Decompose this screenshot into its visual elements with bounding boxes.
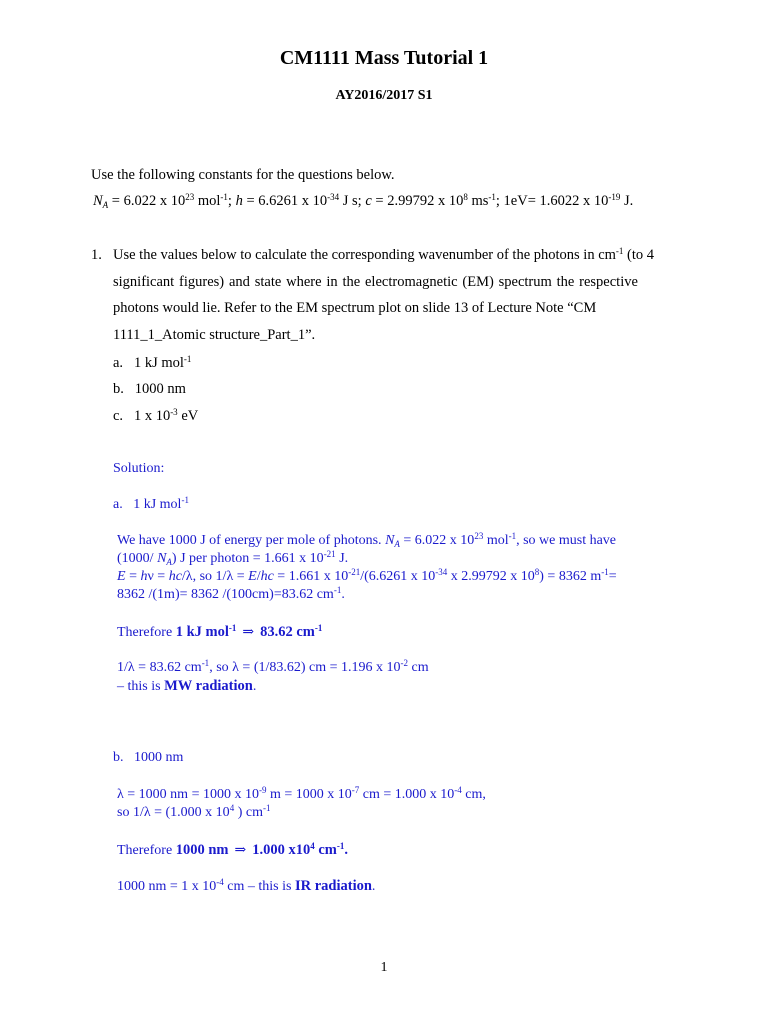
text: cm – this is bbox=[223, 879, 295, 894]
solution-b-label: b. bbox=[113, 750, 124, 765]
h-unit: J s; bbox=[339, 193, 366, 209]
exponent: -1 bbox=[228, 623, 237, 633]
text: cm = 1.000 x 10 bbox=[359, 787, 455, 802]
bold-value: 1.000 x10 bbox=[252, 842, 311, 858]
item-exponent: -1 bbox=[183, 354, 192, 364]
question-item-a bbox=[113, 355, 191, 372]
text: ν = bbox=[147, 569, 169, 584]
text: cm, bbox=[461, 787, 486, 802]
text: 1/λ = 83.62 cm bbox=[117, 660, 202, 675]
exponent: -21 bbox=[323, 549, 336, 559]
text: . bbox=[252, 679, 257, 694]
na-symbol: N bbox=[157, 551, 167, 566]
bold-value: 83.62 cm bbox=[260, 624, 315, 640]
c-unit-exponent: -1 bbox=[488, 192, 496, 202]
question-line-1-tail: (to 4 bbox=[623, 247, 655, 263]
exponent: 4 bbox=[310, 841, 315, 851]
na-symbol: N bbox=[385, 533, 395, 548]
h-value: = 6.6261 x 10 bbox=[242, 193, 328, 209]
text: = bbox=[608, 569, 617, 584]
bold-unit: cm bbox=[314, 842, 337, 858]
solution-a-line-2 bbox=[117, 551, 348, 567]
text: = 1.661 x 10 bbox=[273, 569, 349, 584]
na-unit-exponent: -1 bbox=[220, 192, 228, 202]
question-number: 1. bbox=[91, 247, 102, 263]
solution-b-line-2 bbox=[117, 805, 270, 821]
text: cm bbox=[408, 660, 429, 675]
na-unit: mol bbox=[194, 193, 221, 209]
radiation-type: IR radiation bbox=[294, 878, 372, 894]
text: /λ, so 1/λ = bbox=[181, 569, 249, 584]
exponent: -4 bbox=[454, 785, 462, 795]
energy-symbol: E bbox=[248, 569, 257, 584]
text: 8362 /(1m)= 8362 /(100cm)=83.62 cm bbox=[117, 587, 334, 602]
question-line-4: 1111_1_Atomic structure_Part_1”. bbox=[113, 327, 316, 343]
question-line-3: photons would lie. Refer to the EM spectrum plot on slide 13 of Lecture Note “CM bbox=[113, 300, 597, 316]
solution-a-radiation bbox=[117, 678, 256, 695]
solution-b-line-1 bbox=[117, 787, 486, 803]
question-line-1-exponent: -1 bbox=[615, 246, 624, 256]
solution-a-wavelength bbox=[117, 660, 429, 676]
radiation-type: MW radiation bbox=[164, 678, 253, 694]
question-line-2: significant figures) and state where in the electromagnetic (EM) spectrum the respective bbox=[113, 274, 638, 290]
item-text: 1 x 10 bbox=[133, 408, 171, 424]
text: , so λ = (1/83.62) cm = 1.196 x 10 bbox=[209, 660, 401, 675]
text: . bbox=[341, 587, 345, 602]
ev-unit: J. bbox=[620, 193, 634, 209]
text: . bbox=[371, 879, 376, 894]
solution-heading: Solution: bbox=[113, 461, 165, 476]
solution-b-radiation bbox=[117, 878, 375, 895]
c-unit: ms bbox=[467, 193, 489, 209]
ev-value: ; 1eV= 1.6022 x 10 bbox=[495, 193, 609, 209]
solution-a-therefore bbox=[117, 624, 322, 641]
exponent: 23 bbox=[474, 531, 484, 541]
text: λ = 1000 nm = 1000 x 10 bbox=[117, 787, 259, 802]
solution-a-line-3 bbox=[117, 569, 617, 585]
page-number: 1 bbox=[380, 960, 388, 975]
solution-a-head: 1 kJ mol bbox=[133, 497, 182, 512]
implies-arrow-icon: ⇒ bbox=[234, 843, 247, 858]
exponent: -1 bbox=[508, 531, 517, 541]
text: = 6.022 x 10 bbox=[399, 533, 475, 548]
text: mol bbox=[483, 533, 509, 548]
solution-a-head-exponent: -1 bbox=[181, 495, 189, 505]
bold-value: 1 kJ mol bbox=[175, 624, 229, 640]
text: ) cm bbox=[234, 805, 263, 820]
question-line-1 bbox=[113, 247, 654, 264]
text: J. bbox=[335, 551, 349, 566]
text: x 2.99792 x 10 bbox=[447, 569, 535, 584]
bold-period: . bbox=[344, 842, 348, 858]
question-item-b bbox=[113, 381, 186, 398]
na-subscript: A bbox=[394, 539, 400, 549]
text: 1000 nm = 1 x 10 bbox=[117, 879, 217, 894]
item-exponent: -3 bbox=[170, 407, 178, 417]
page-subtitle: AY2016/2017 S1 bbox=[335, 88, 433, 103]
text: so 1/λ = (1.000 x 10 bbox=[117, 805, 230, 820]
exponent: 8 bbox=[534, 567, 540, 577]
solution-b-head: 1000 nm bbox=[134, 750, 184, 765]
solution-b-heading bbox=[113, 750, 183, 766]
implies-arrow-icon: ⇒ bbox=[242, 625, 255, 640]
exponent: -34 bbox=[435, 567, 448, 577]
c-exponent: 8 bbox=[463, 192, 468, 202]
text: / bbox=[256, 569, 261, 584]
item-label: b. bbox=[113, 381, 124, 397]
question-line-1-text: Use the values below to calculate the corresponding wavenumber of the photons in cm bbox=[113, 247, 616, 263]
hc-symbol: hc bbox=[260, 569, 274, 584]
exponent: -2 bbox=[400, 658, 409, 668]
na-value: = 6.022 x 10 bbox=[108, 193, 186, 209]
text: ) J per photon = 1.661 x 10 bbox=[171, 551, 324, 566]
exponent: -1 bbox=[333, 585, 342, 595]
text: /(6.6261 x 10 bbox=[360, 569, 436, 584]
energy-symbol: E bbox=[117, 569, 126, 584]
text: = bbox=[125, 569, 141, 584]
question-item-c bbox=[113, 408, 198, 425]
text: m = 1000 x 10 bbox=[266, 787, 352, 802]
exponent: -1 bbox=[601, 567, 609, 577]
solution-a-label: a. bbox=[113, 497, 123, 512]
h-exponent: -34 bbox=[327, 192, 340, 202]
item-unit: eV bbox=[177, 408, 199, 424]
exponent: -1 bbox=[262, 803, 271, 813]
text: We have 1000 J of energy per mole of photons. bbox=[117, 533, 386, 548]
constants-line bbox=[93, 193, 633, 210]
exponent: -4 bbox=[216, 877, 224, 887]
na-symbol: N bbox=[93, 193, 103, 209]
exponent: -1 bbox=[314, 623, 323, 633]
solution-b-therefore bbox=[117, 842, 348, 859]
c-symbol: c bbox=[365, 193, 372, 209]
exponent: -1 bbox=[336, 841, 345, 851]
text: – this is bbox=[117, 679, 165, 694]
item-text: 1000 nm bbox=[134, 381, 186, 397]
item-text: 1 kJ mol bbox=[133, 355, 184, 371]
na-subscript: A bbox=[102, 200, 109, 210]
text: Therefore bbox=[117, 625, 176, 640]
exponent: -1 bbox=[201, 658, 210, 668]
na-exponent: 23 bbox=[185, 192, 195, 202]
text: ) = 8362 m bbox=[539, 569, 602, 584]
exponent: -9 bbox=[258, 785, 267, 795]
item-label: c. bbox=[113, 408, 124, 424]
text: , so we must have bbox=[516, 533, 617, 548]
text: Therefore bbox=[117, 843, 176, 858]
exponent: 4 bbox=[229, 803, 235, 813]
na-subscript: A bbox=[166, 557, 172, 567]
h-separator: ; bbox=[227, 193, 236, 209]
solution-a-line-4 bbox=[117, 587, 345, 603]
solution-a-line-1 bbox=[117, 533, 616, 549]
page-title: CM1111 Mass Tutorial 1 bbox=[279, 47, 489, 69]
text: (1000/ bbox=[117, 551, 158, 566]
item-label: a. bbox=[113, 355, 124, 371]
h-symbol: h bbox=[235, 193, 243, 209]
bold-value: 1000 nm bbox=[175, 842, 229, 858]
hc-symbol: hc bbox=[168, 569, 182, 584]
exponent: -7 bbox=[351, 785, 360, 795]
solution-a-heading bbox=[113, 497, 189, 513]
constants-intro: Use the following constants for the questions below. bbox=[91, 167, 395, 183]
exponent: -21 bbox=[348, 567, 361, 577]
ev-exponent: -19 bbox=[608, 192, 621, 202]
h-symbol: h bbox=[140, 569, 148, 584]
c-value: = 2.99792 x 10 bbox=[371, 193, 464, 209]
